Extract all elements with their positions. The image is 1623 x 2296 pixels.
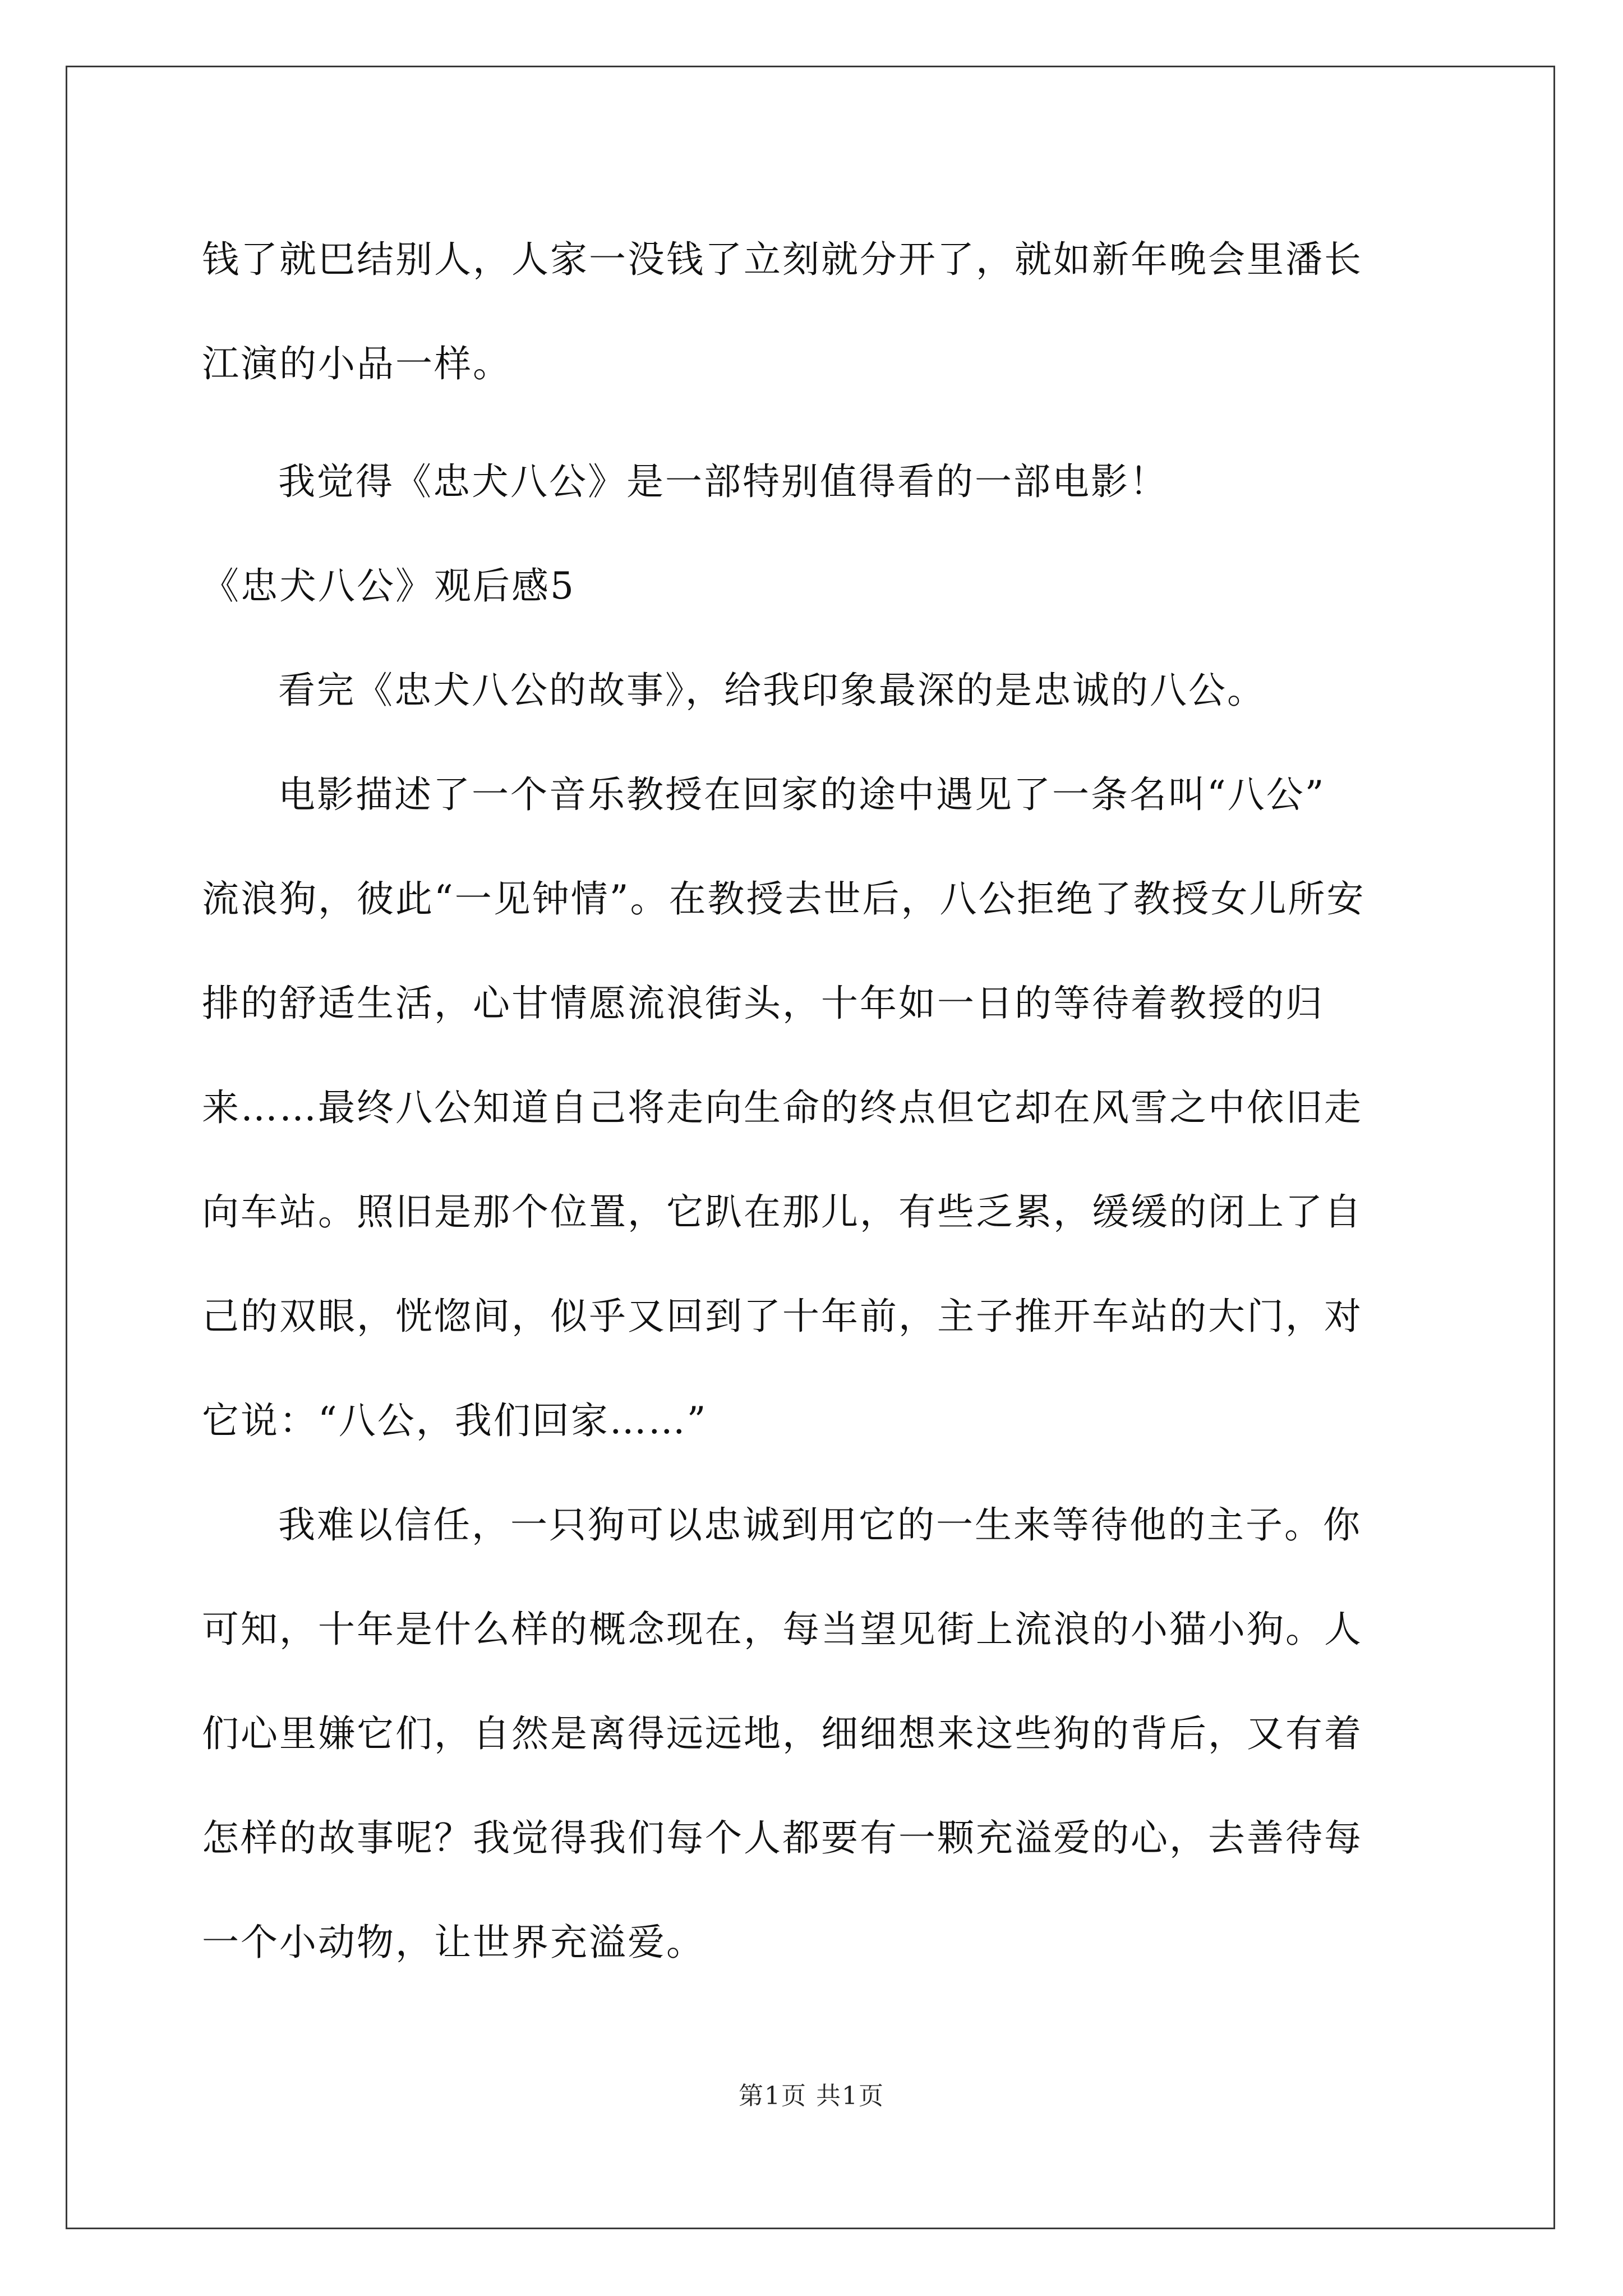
page-footer: 第1页 共1页: [739, 2082, 884, 2110]
text-line: 一个小动物，让世界充溢爱。: [202, 1921, 705, 1964]
text-line: 流浪狗，彼此“一见钟情”。在教授去世后，八公拒绝了教授女儿所安: [202, 877, 1366, 921]
text-line: 来……最终八公知道自己将走向生命的终点但它却在风雪之中依旧走: [202, 1086, 1363, 1129]
text-line: 己的双眼，恍惚间，似乎又回到了十年前，主子推开车站的大门，对: [202, 1295, 1363, 1338]
text-line: 可知，十年是什么样的概念现在，每当望见街上流浪的小猫小狗。人: [202, 1608, 1363, 1651]
text-line: 怎样的故事呢？我觉得我们每个人都要有一颗充溢爱的心，去善待每: [202, 1816, 1363, 1860]
paragraph-line: 电影描述了一个音乐教授在回家的途中遇见了一条名叫“八公”: [278, 773, 1326, 816]
paragraph-line: 看完《忠犬八公的故事》，给我印象最深的是忠诚的八公。: [278, 669, 1266, 712]
text-line: 江演的小品一样。: [202, 342, 511, 385]
paragraph-line: 我觉得《忠犬八公》是一部特别值得看的一部电影！: [278, 460, 1168, 503]
text-line: 们心里嫌它们，自然是离得远远地，细细想来这些狗的背后，又有着: [202, 1712, 1363, 1755]
text-line: 排的舒适生活，心甘情愿流浪街头，十年如一日的等待着教授的归: [202, 982, 1324, 1025]
text-line: 它说：“八公，我们回家……”: [202, 1399, 708, 1442]
document-body: [202, 208, 1424, 1995]
text-line: 向车站。照旧是那个位置，它趴在那儿，有些乏累，缓缓的闭上了自: [202, 1190, 1363, 1234]
text-line: 钱了就巴结别人，人家一没钱了立刻就分开了，就如新年晚会里潘长: [202, 238, 1363, 281]
paragraph-line: 我难以信任，一只狗可以忠诚到用它的一生来等待他的主子。你: [278, 1503, 1362, 1547]
section-heading: 《忠犬八公》观后感5: [202, 564, 575, 608]
